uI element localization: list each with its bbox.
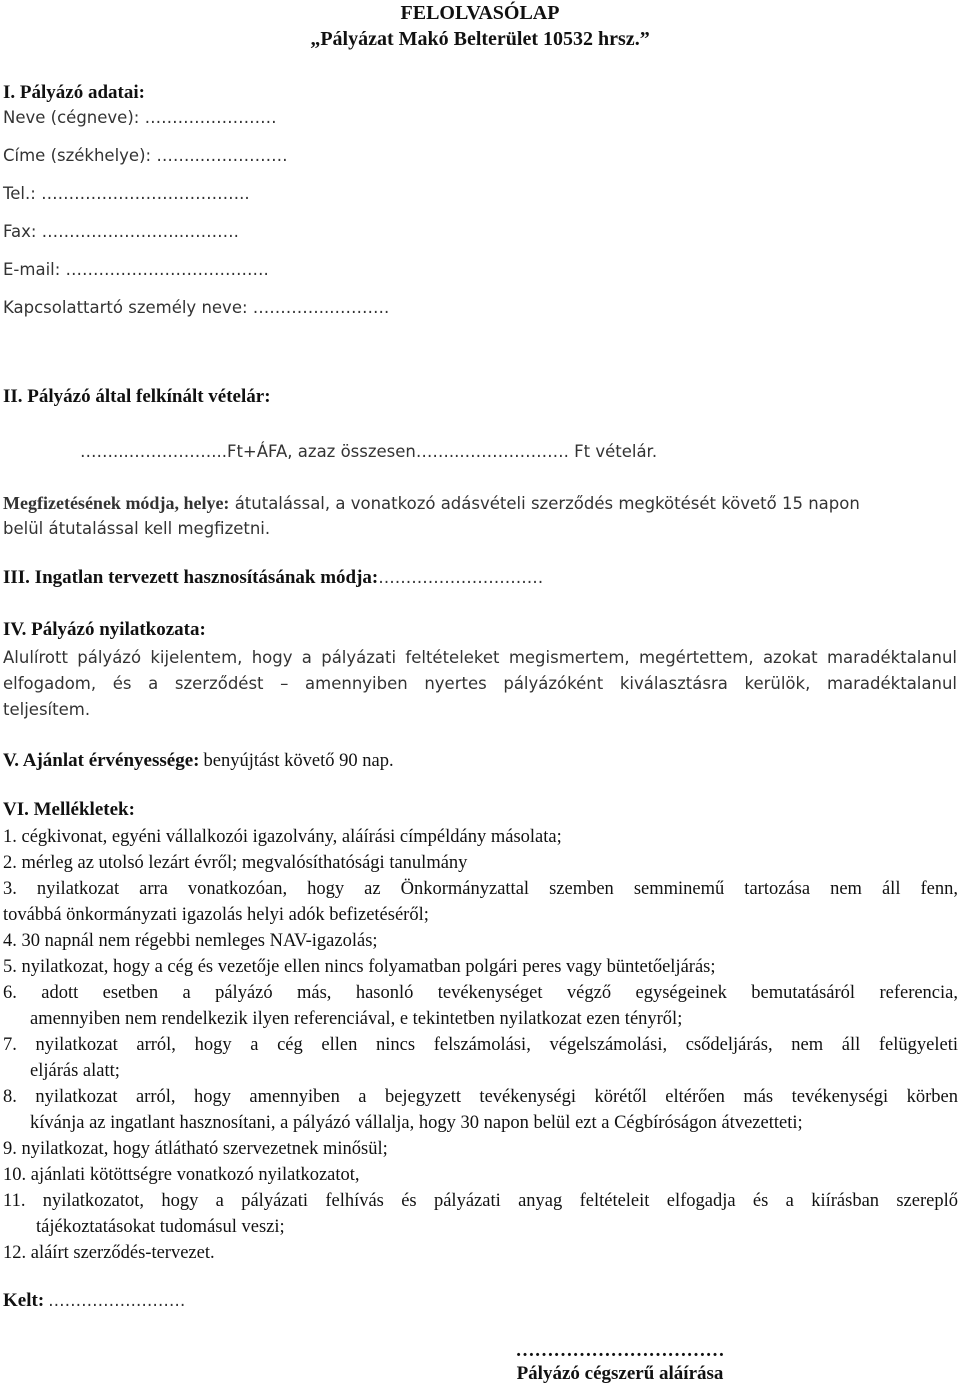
kelt-dots: …………….……… — [48, 1291, 186, 1310]
field-phone-dots: ……………………………….. — [41, 184, 250, 203]
section-2-heading: II. Pályázó által felkínált vételár: — [3, 386, 271, 407]
field-fax-dots: ……………………..………. — [41, 222, 239, 241]
section-5-heading: V. Ajánlat érvényessége: — [3, 750, 200, 771]
attachment-num: 4. — [3, 931, 17, 951]
attachment-num: 9. — [3, 1139, 17, 1159]
attachment-item-4 — [3, 928, 958, 954]
attachment-item-1 — [3, 824, 958, 850]
field-address-dots: ……...…………… — [156, 146, 288, 165]
declaration-line-1: Alulírott pályázó kijelentem, hogy a pályázati feltételeket megismertem, megértettem, azokat maradéktalanul — [3, 648, 957, 667]
field-address-label: Címe (székhelye): — [3, 146, 152, 165]
field-phone — [3, 184, 250, 203]
attachment-text: nyilatkozat arról, hogy a cég ellen nincs felszámolási, végelszámolási, csődeljárás, nem áll felügyeleti — [35, 1035, 958, 1055]
field-email-dots: ………………………………. — [65, 260, 269, 279]
attachment-item-10 — [3, 1162, 958, 1188]
declaration-line-3: teljesítem. — [3, 700, 91, 719]
field-name — [3, 108, 277, 127]
attachment-item-7 — [3, 1032, 958, 1058]
attachment-item-11 — [3, 1188, 958, 1214]
section-5-line — [3, 748, 394, 774]
attachment-text: nyilatkozat arra vonatkozóan, hogy az Önkormányzattal szemben semminemű tartozása nem áll fenn, — [36, 879, 958, 899]
attachment-num: 5. — [3, 957, 17, 977]
attachment-item-9 — [3, 1136, 958, 1162]
signature-dots: …………………………… — [515, 1340, 725, 1361]
attachment-text: nyilatkozat arról, hogy amennyiben a bejegyzett tevékenységi körétől eltérően más tevékenységi körben — [35, 1087, 958, 1107]
field-fax — [3, 222, 239, 241]
payment-paragraph — [3, 490, 957, 517]
attachment-text: adott esetben a pályázó más, hasonló tevékenységet végző egységeinek bemutatásáról referencia, — [41, 983, 958, 1003]
attachment-num: 1. — [3, 827, 17, 847]
price-line: ……...……………...Ft+ÁFA, azaz összesen……...………………. Ft vételár. — [80, 442, 658, 461]
attachment-num: 12. — [3, 1243, 27, 1263]
attachment-item-3 — [3, 876, 958, 902]
attachment-item-3-cont: továbbá önkormányzati igazolás helyi adók befizetéséről; — [3, 905, 429, 925]
attachment-item-12 — [3, 1240, 958, 1266]
field-contact — [3, 298, 389, 317]
attachment-item-8-cont: kívánja az ingatlant hasznosítani, a pályázó vállalja, hogy 30 napon belül ezt a Cégbíróságon átvezetteti; — [30, 1113, 803, 1133]
kelt-line — [3, 1290, 185, 1312]
attachment-num: 6. — [3, 983, 17, 1003]
field-email-label: E-mail: — [3, 260, 61, 279]
document-subtitle: „Pályázat Makó Belterület 10532 hrsz.” — [310, 28, 650, 50]
attachment-item-8 — [3, 1084, 958, 1110]
section-3-line — [3, 567, 543, 589]
section-3-heading: III. Ingatlan tervezett hasznosításának módja: — [3, 567, 379, 588]
kelt-label: Kelt: — [3, 1290, 45, 1311]
section-4-heading: IV. Pályázó nyilatkozata: — [3, 619, 206, 640]
attachment-text: ajánlati kötöttségre vonatkozó nyilatkozatot, — [30, 1165, 360, 1185]
attachment-item-7-cont: eljárás alatt; — [30, 1061, 120, 1081]
attachment-text: aláírt szerződés-tervezet. — [30, 1243, 215, 1263]
payment-text-2: belül átutalással kell megfizetni. — [3, 519, 271, 538]
field-email — [3, 260, 269, 279]
section-5-text: benyújtást követő 90 nap. — [203, 751, 394, 771]
signature-label: Pályázó cégszerű aláírása — [516, 1363, 724, 1384]
field-fax-label: Fax: — [3, 222, 37, 241]
attachment-num: 2. — [3, 853, 17, 873]
attachment-num: 8. — [3, 1087, 17, 1107]
attachment-item-6-cont: amennyiben nem rendelkezik ilyen referenciával, e tekintetben nyilatkozat ezen tényről; — [30, 1009, 683, 1029]
attachment-item-2 — [3, 850, 958, 876]
section-1-heading: I. Pályázó adatai: — [3, 82, 145, 103]
declaration-line-2: elfogadom, és a szerződést – amennyiben nyertes pályázóként kiválasztásra kerülök, maradéktalanul — [3, 674, 957, 693]
attachment-text: nyilatkozat, hogy a cég és vezetője ellen nincs folyamatban polgári peres vagy büntetőeljárás; — [21, 957, 716, 977]
field-name-label: Neve (cégneve): — [3, 108, 140, 127]
field-phone-label: Tel.: — [3, 184, 36, 203]
field-address — [3, 146, 288, 165]
attachment-text: nyilatkozatot, hogy a pályázati felhívás és pályázati anyag feltételeit elfogadja és a kiírásban szereplő — [42, 1191, 958, 1211]
payment-label: Megfizetésének módja, helye: — [3, 493, 230, 513]
attachment-text: cégkivonat, egyéni vállalkozói igazolvány, aláírási címpéldány másolata; — [21, 827, 562, 847]
attachment-num: 3. — [3, 879, 17, 899]
attachment-item-11-cont: tájékoztatásokat tudomásul veszi; — [36, 1217, 285, 1237]
attachment-num: 10. — [3, 1165, 27, 1185]
attachment-text: mérleg az utolsó lezárt évről; megvalósíthatósági tanulmány — [21, 853, 468, 873]
field-contact-dots: …………...………. — [252, 298, 390, 317]
document-title: FELOLVASÓLAP — [400, 2, 560, 24]
section-6-heading: VI. Mellékletek: — [3, 799, 135, 820]
payment-text-1: átutalással, a vonatkozó adásvételi szerződés megkötését követő 15 napon — [234, 494, 860, 513]
field-contact-label: Kapcsolattartó személy neve: — [3, 298, 248, 317]
attachment-num: 7. — [3, 1035, 17, 1055]
attachment-item-6 — [3, 980, 958, 1006]
field-name-dots: …………………… — [144, 108, 277, 127]
attachment-text: nyilatkozat, hogy átlátható szervezetnek minősül; — [21, 1139, 388, 1159]
attachment-num: 11. — [3, 1191, 26, 1211]
attachment-item-5 — [3, 954, 958, 980]
section-3-dots: ………………………… — [378, 568, 544, 587]
attachment-text: 30 napnál nem régebbi nemleges NAV-igazolás; — [21, 931, 378, 951]
